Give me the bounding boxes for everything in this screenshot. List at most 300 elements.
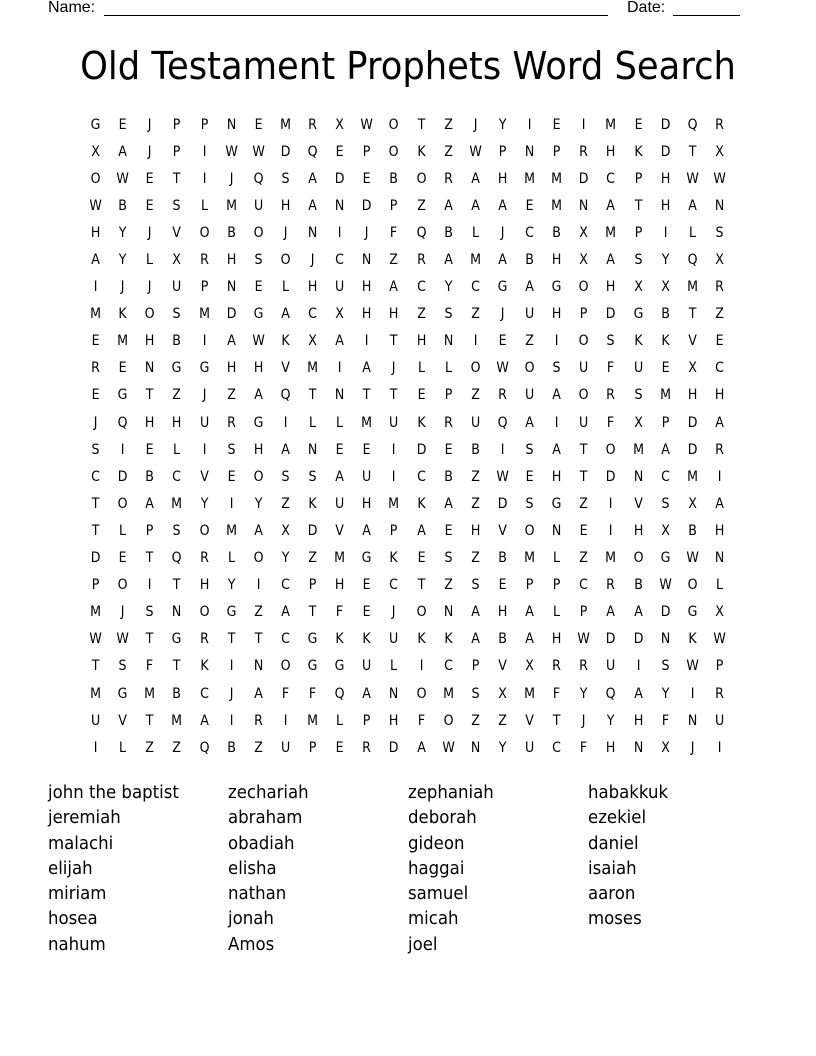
grid-cell[interactable]: B [145,468,155,485]
grid-cell[interactable]: L [119,522,127,539]
grid-cell[interactable]: R [715,279,724,296]
grid-cell[interactable]: G [497,279,508,296]
grid-cell[interactable]: X [660,279,670,296]
grid-cell[interactable]: O [524,522,535,539]
grid-cell[interactable]: U [524,739,535,756]
grid-cell[interactable]: M [605,116,617,133]
grid-cell[interactable]: T [254,631,263,648]
grid-cell[interactable]: Q [117,414,128,431]
grid-cell[interactable]: A [633,685,643,702]
grid-cell[interactable]: A [281,441,290,458]
grid-cell[interactable]: B [660,306,670,323]
grid-cell[interactable]: Y [498,116,507,133]
grid-cell[interactable]: I [609,495,613,512]
grid-cell[interactable]: C [715,360,724,377]
grid-cell[interactable]: I [581,116,586,133]
grid-cell[interactable]: Q [497,414,508,431]
grid-cell[interactable]: G [551,279,562,296]
grid-cell[interactable]: P [498,143,507,160]
grid-cell[interactable]: M [632,441,644,458]
grid-cell[interactable]: P [173,116,181,133]
grid-cell[interactable]: W [89,631,102,648]
grid-cell[interactable]: I [93,279,98,296]
grid-cell[interactable]: V [498,522,507,539]
grid-cell[interactable]: G [551,495,562,512]
grid-cell[interactable]: A [606,252,616,269]
grid-cell[interactable]: U [633,360,643,377]
grid-cell[interactable]: D [687,414,698,431]
grid-cell[interactable]: H [334,577,345,594]
grid-cell[interactable]: J [229,170,234,187]
grid-cell[interactable]: M [551,197,563,214]
grid-cell[interactable]: P [200,116,208,133]
grid-cell[interactable]: R [199,550,209,567]
grid-cell[interactable]: N [714,197,725,214]
grid-cell[interactable]: G [172,360,182,377]
grid-cell[interactable]: F [336,604,344,621]
grid-cell[interactable]: L [309,414,317,431]
grid-cell[interactable]: Z [172,739,182,756]
grid-cell[interactable]: W [252,143,265,160]
grid-cell[interactable]: Y [607,712,615,729]
grid-cell[interactable]: J [93,414,98,431]
grid-cell[interactable]: A [443,197,453,214]
grid-cell[interactable]: I [202,170,206,187]
grid-cell[interactable]: M [171,495,183,512]
grid-cell[interactable]: V [498,658,507,675]
grid-cell[interactable]: Z [525,333,534,350]
grid-cell[interactable]: Z [470,468,480,485]
grid-cell[interactable]: T [579,441,588,458]
name-field-line[interactable] [104,15,608,16]
grid-cell[interactable]: V [633,495,643,512]
grid-cell[interactable]: P [390,197,398,214]
grid-cell[interactable]: D [660,143,671,160]
grid-cell[interactable]: K [308,495,317,512]
grid-cell[interactable]: X [687,360,697,377]
grid-cell[interactable]: A [687,197,697,214]
grid-cell[interactable]: S [145,604,154,621]
grid-cell[interactable]: K [633,333,643,350]
grid-cell[interactable]: E [498,577,507,594]
grid-cell[interactable]: Z [715,306,724,323]
grid-cell[interactable]: H [389,712,399,729]
grid-cell[interactable]: Y [661,252,670,269]
grid-cell[interactable]: B [552,224,562,241]
grid-cell[interactable]: W [577,631,591,648]
grid-cell[interactable]: N [334,197,345,214]
grid-cell[interactable]: H [362,279,372,296]
grid-cell[interactable]: R [199,252,209,269]
grid-cell[interactable]: H [280,197,291,214]
grid-cell[interactable]: I [283,712,288,729]
grid-cell[interactable]: I [147,577,152,594]
grid-cell[interactable]: T [362,387,371,404]
grid-cell[interactable]: Z [145,739,155,756]
grid-cell[interactable]: Z [443,577,453,594]
grid-cell[interactable]: A [362,360,372,377]
grid-cell[interactable]: H [633,522,643,539]
grid-cell[interactable]: U [389,414,399,431]
grid-cell[interactable]: N [253,658,264,675]
grid-cell[interactable]: H [362,306,372,323]
grid-cell[interactable]: A [443,495,453,512]
grid-cell[interactable]: D [660,116,671,133]
grid-cell[interactable]: C [552,739,562,756]
grid-cell[interactable]: J [392,360,396,377]
grid-cell[interactable]: N [579,197,589,214]
grid-cell[interactable]: E [118,360,127,377]
grid-cell[interactable]: O [117,577,128,594]
grid-cell[interactable]: R [552,658,562,675]
grid-cell[interactable]: A [362,522,372,539]
grid-cell[interactable]: C [335,252,345,269]
grid-cell[interactable]: S [661,658,670,675]
grid-cell[interactable]: E [335,739,344,756]
grid-cell[interactable]: D [90,550,101,567]
grid-cell[interactable]: X [687,495,697,512]
grid-cell[interactable]: I [202,333,206,350]
grid-cell[interactable]: T [145,712,154,729]
grid-cell[interactable]: I [392,468,396,485]
grid-cell[interactable]: H [551,468,562,485]
grid-cell[interactable]: G [117,387,128,404]
grid-cell[interactable]: B [172,333,182,350]
grid-cell[interactable]: U [90,712,101,729]
grid-cell[interactable]: D [361,197,372,214]
grid-cell[interactable]: H [551,306,562,323]
grid-cell[interactable]: I [337,224,342,241]
grid-cell[interactable]: U [362,468,372,485]
grid-cell[interactable]: A [253,522,263,539]
grid-cell[interactable]: O [416,170,427,187]
grid-cell[interactable]: F [308,685,317,702]
grid-cell[interactable]: P [580,604,588,621]
grid-cell[interactable]: A [145,495,155,512]
grid-cell[interactable]: E [661,360,670,377]
grid-cell[interactable]: Z [172,387,182,404]
grid-cell[interactable]: V [687,333,697,350]
grid-cell[interactable]: G [334,658,345,675]
grid-cell[interactable]: A [525,631,534,648]
grid-cell[interactable]: A [199,712,209,729]
grid-cell[interactable]: L [553,604,561,621]
grid-cell[interactable]: K [416,495,426,512]
grid-cell[interactable]: W [658,577,672,594]
grid-cell[interactable]: L [281,279,289,296]
grid-cell[interactable]: S [172,522,181,539]
grid-cell[interactable]: G [253,414,264,431]
grid-cell[interactable]: J [229,685,234,702]
grid-cell[interactable]: S [254,252,263,269]
grid-cell[interactable]: S [471,577,480,594]
grid-cell[interactable]: P [363,712,371,729]
grid-cell[interactable]: G [633,306,643,323]
grid-cell[interactable]: V [335,522,344,539]
grid-cell[interactable]: T [173,577,181,594]
grid-cell[interactable]: M [144,685,156,702]
grid-cell[interactable]: X [335,116,345,133]
grid-cell[interactable]: O [524,360,535,377]
grid-cell[interactable]: S [634,252,643,269]
grid-cell[interactable]: C [389,577,399,594]
grid-cell[interactable]: U [389,631,399,648]
grid-cell[interactable]: A [606,197,616,214]
grid-cell[interactable]: O [578,387,589,404]
grid-cell[interactable]: E [118,116,127,133]
grid-cell[interactable]: W [252,333,265,350]
grid-cell[interactable]: E [444,441,453,458]
grid-cell[interactable]: K [362,631,371,648]
grid-cell[interactable]: U [470,414,480,431]
grid-cell[interactable]: D [307,522,318,539]
grid-cell[interactable]: U [524,387,535,404]
grid-cell[interactable]: B [633,577,643,594]
grid-cell[interactable]: I [229,658,234,675]
grid-cell[interactable]: Y [444,279,453,296]
grid-cell[interactable]: I [229,495,234,512]
grid-cell[interactable]: A [525,279,534,296]
grid-cell[interactable]: T [145,631,154,648]
grid-cell[interactable]: H [362,495,372,512]
grid-cell[interactable]: K [661,333,670,350]
grid-cell[interactable]: M [225,522,237,539]
grid-cell[interactable]: L [471,224,479,241]
grid-cell[interactable]: E [525,468,534,485]
grid-cell[interactable]: H [606,143,616,160]
grid-cell[interactable]: B [443,468,453,485]
grid-cell[interactable]: F [580,739,588,756]
grid-cell[interactable]: T [173,170,181,187]
grid-cell[interactable]: O [199,604,210,621]
grid-cell[interactable]: H [714,387,725,404]
grid-cell[interactable]: H [470,522,481,539]
grid-cell[interactable]: E [417,387,426,404]
grid-cell[interactable]: P [308,577,317,594]
grid-cell[interactable]: D [606,306,616,323]
grid-cell[interactable]: R [199,631,209,648]
grid-cell[interactable]: A [715,495,724,512]
grid-cell[interactable]: N [172,604,182,621]
grid-cell[interactable]: J [473,116,478,133]
grid-cell[interactable]: E [91,333,100,350]
grid-cell[interactable]: A [335,468,344,485]
grid-cell[interactable]: Z [416,197,426,214]
grid-cell[interactable]: U [280,739,291,756]
grid-cell[interactable]: N [660,631,670,648]
grid-cell[interactable]: X [579,224,589,241]
grid-cell[interactable]: B [226,224,236,241]
grid-cell[interactable]: G [307,658,318,675]
grid-cell[interactable]: A [362,685,372,702]
grid-cell[interactable]: A [498,197,507,214]
grid-cell[interactable]: W [686,170,699,187]
grid-cell[interactable]: S [525,495,534,512]
grid-cell[interactable]: W [469,143,482,160]
grid-cell[interactable]: H [497,604,508,621]
grid-cell[interactable]: A [552,441,561,458]
grid-cell[interactable]: L [173,441,181,458]
grid-cell[interactable]: B [498,550,507,567]
grid-cell[interactable]: A [525,414,534,431]
grid-cell[interactable]: N [443,604,453,621]
grid-cell[interactable]: L [390,658,398,675]
grid-cell[interactable]: P [552,577,561,594]
grid-cell[interactable]: C [172,468,182,485]
grid-cell[interactable]: A [253,387,263,404]
grid-cell[interactable]: Y [200,495,208,512]
grid-cell[interactable]: K [335,631,344,648]
grid-cell[interactable]: X [281,522,290,539]
grid-cell[interactable]: D [633,631,643,648]
grid-cell[interactable]: D [606,468,616,485]
grid-cell[interactable]: Z [470,550,480,567]
grid-cell[interactable]: R [715,441,724,458]
grid-cell[interactable]: I [419,658,423,675]
grid-cell[interactable]: B [172,685,182,702]
grid-cell[interactable]: O [199,224,210,241]
grid-cell[interactable]: O [253,468,264,485]
grid-cell[interactable]: Q [307,143,318,160]
grid-cell[interactable]: X [335,306,345,323]
grid-cell[interactable]: Q [280,387,291,404]
grid-cell[interactable]: H [497,170,508,187]
grid-cell[interactable]: P [200,279,208,296]
grid-cell[interactable]: S [552,360,561,377]
grid-cell[interactable]: P [91,577,100,594]
grid-cell[interactable]: J [147,224,152,241]
grid-cell[interactable]: I [473,333,478,350]
grid-cell[interactable]: T [308,604,317,621]
grid-cell[interactable]: M [90,306,102,323]
grid-cell[interactable]: A [470,170,480,187]
grid-cell[interactable]: Y [498,739,507,756]
grid-cell[interactable]: M [524,170,536,187]
grid-cell[interactable]: R [498,387,507,404]
grid-cell[interactable]: T [390,333,398,350]
grid-cell[interactable]: I [717,468,722,485]
grid-cell[interactable]: S [91,441,100,458]
grid-cell[interactable]: K [633,143,643,160]
grid-cell[interactable]: L [336,414,344,431]
grid-cell[interactable]: G [361,550,372,567]
grid-cell[interactable]: R [226,414,236,431]
grid-cell[interactable]: P [308,739,317,756]
grid-cell[interactable]: D [687,441,698,458]
grid-cell[interactable]: H [714,522,725,539]
grid-cell[interactable]: T [688,306,697,323]
grid-cell[interactable]: Q [687,116,698,133]
grid-cell[interactable]: I [663,224,668,241]
grid-cell[interactable]: X [715,604,724,621]
grid-cell[interactable]: M [686,279,698,296]
grid-cell[interactable]: U [606,658,616,675]
grid-cell[interactable]: I [337,360,342,377]
grid-cell[interactable]: Y [118,252,127,269]
grid-cell[interactable]: H [199,577,209,594]
grid-cell[interactable]: P [390,522,398,539]
grid-cell[interactable]: H [687,387,698,404]
grid-cell[interactable]: G [172,631,182,648]
grid-cell[interactable]: N [687,712,698,729]
grid-cell[interactable]: P [146,522,154,539]
grid-cell[interactable]: R [91,360,100,377]
grid-cell[interactable]: I [717,739,722,756]
grid-cell[interactable]: K [389,550,399,567]
grid-cell[interactable]: N [145,360,155,377]
grid-cell[interactable]: N [551,522,562,539]
grid-cell[interactable]: S [525,441,534,458]
grid-cell[interactable]: S [172,306,181,323]
grid-cell[interactable]: G [660,550,671,567]
grid-cell[interactable]: R [715,685,724,702]
grid-cell[interactable]: J [147,116,152,133]
grid-cell[interactable]: O [416,604,427,621]
grid-cell[interactable]: T [91,658,100,675]
grid-cell[interactable]: R [443,414,453,431]
grid-cell[interactable]: M [198,306,210,323]
grid-cell[interactable]: E [335,143,344,160]
grid-cell[interactable]: C [308,306,317,323]
grid-cell[interactable]: V [172,224,182,241]
grid-cell[interactable]: F [607,360,615,377]
grid-cell[interactable]: X [498,685,507,702]
grid-cell[interactable]: M [605,550,617,567]
grid-cell[interactable]: S [227,441,236,458]
grid-cell[interactable]: T [417,116,425,133]
grid-cell[interactable]: R [579,143,589,160]
grid-cell[interactable]: N [470,739,481,756]
grid-cell[interactable]: A [470,604,480,621]
grid-cell[interactable]: A [335,333,344,350]
grid-cell[interactable]: Z [579,550,589,567]
grid-cell[interactable]: H [253,360,264,377]
grid-cell[interactable]: W [360,116,374,133]
grid-cell[interactable]: W [713,631,726,648]
grid-cell[interactable]: L [227,550,235,567]
grid-cell[interactable]: P [552,143,561,160]
grid-cell[interactable]: W [686,658,699,675]
grid-cell[interactable]: C [281,577,290,594]
grid-cell[interactable]: Y [227,577,236,594]
grid-cell[interactable]: U [199,414,209,431]
grid-cell[interactable]: I [636,658,640,675]
grid-cell[interactable]: U [253,197,263,214]
grid-cell[interactable]: B [226,739,236,756]
grid-cell[interactable]: A [633,604,643,621]
grid-cell[interactable]: N [633,739,643,756]
grid-cell[interactable]: I [554,333,559,350]
grid-cell[interactable]: O [578,279,589,296]
grid-cell[interactable]: M [388,495,400,512]
grid-cell[interactable]: A [308,170,317,187]
grid-cell[interactable]: C [525,224,534,241]
grid-cell[interactable]: A [308,197,317,214]
grid-cell[interactable]: D [226,306,237,323]
grid-cell[interactable]: Z [416,306,426,323]
grid-cell[interactable]: Q [416,224,427,241]
grid-cell[interactable]: Z [470,495,480,512]
grid-cell[interactable]: O [578,333,589,350]
grid-cell[interactable]: D [578,170,589,187]
grid-cell[interactable]: Z [308,550,317,567]
grid-cell[interactable]: H [633,712,643,729]
grid-cell[interactable]: E [552,116,561,133]
grid-cell[interactable]: L [417,360,425,377]
grid-cell[interactable]: A [470,631,480,648]
grid-cell[interactable]: M [279,116,291,133]
grid-cell[interactable]: J [120,604,125,621]
